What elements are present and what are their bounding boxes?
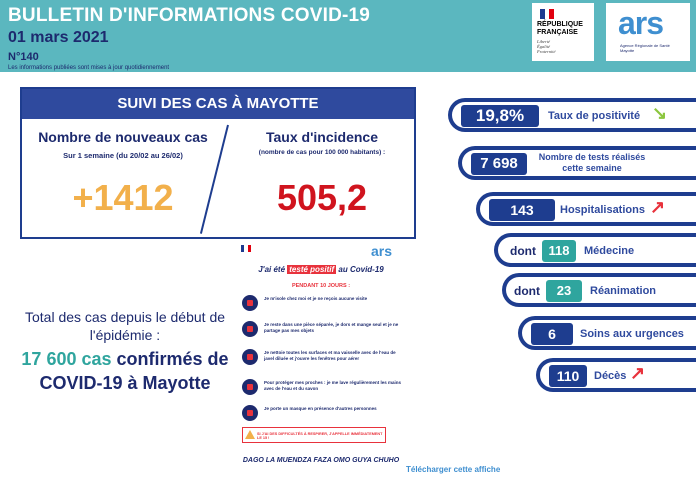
poster-item: Je m'isole chez moi et je ne reçois aucune visite [242, 293, 402, 315]
stat-hospitalisations [476, 192, 696, 226]
new-cases-value: +1412 [72, 177, 174, 218]
incidence-sub: (nombre de cas pour 100 000 habitants) : [258, 149, 386, 156]
stat-prefix: dont [510, 244, 536, 258]
rf-text-2: FRANÇAISE [537, 29, 578, 36]
stat-medecine [494, 233, 696, 267]
total-cases-count: 17 600 cas [21, 349, 112, 369]
french-flag-icon [540, 9, 554, 19]
ars-sub-2: Mayotte [620, 48, 635, 53]
poster-image[interactable] [237, 243, 405, 471]
case-summary-heading: SUIVI DES CAS À MAYOTTE [22, 89, 414, 119]
incidence-value: 505,2 [276, 177, 368, 218]
total-cases-intro: Total des cas depuis le début de l'épidémie : [24, 309, 226, 343]
new-cases-period: Sur 1 semaine (du 20/02 au 26/02) [63, 151, 183, 160]
bulletin-number: N°140 [8, 51, 39, 63]
update-note: Les informations publiées sont mises à jour quotidiennement [8, 65, 170, 71]
stat-label: Soins aux urgences [580, 328, 684, 340]
download-poster-link[interactable]: Télécharger cette affiche [406, 465, 501, 474]
poster-title [237, 265, 405, 274]
stat-label: Nombre de tests réalisés cette semaine [538, 152, 646, 173]
poster-warning: SI J'AI DES DIFFICULTÉS À RESPIRER, J'APPELLE IMMÉDIATEMENT LE 15 ! [242, 427, 386, 443]
rf-text-1: RÉPUBLIQUE [537, 21, 583, 28]
ars-sub-1: Agence Régionale de Santé [620, 43, 670, 48]
stat-value: 118 [542, 240, 576, 262]
stat-prefix: dont [514, 284, 540, 298]
stat-value: 143 [489, 199, 555, 221]
arrow-up-icon: ↗ [650, 197, 666, 217]
poster-title-highlight: testé positif [289, 265, 335, 274]
poster-pendant: PENDANT 10 JOURS : [291, 283, 351, 289]
bulletin-date: 01 mars 2021 [8, 29, 109, 46]
mask-icon [242, 405, 258, 421]
stat-reanimation [502, 273, 696, 307]
rf-motto-3: Fraternité [537, 49, 556, 54]
header-banner [0, 0, 696, 72]
arrow-up-icon: ↗ [630, 363, 646, 383]
stat-value: 23 [546, 280, 582, 302]
stat-label: Médecine [584, 245, 635, 257]
incidence-label: Taux d'incidence [266, 129, 378, 145]
poster-title-pre: J'ai été [258, 265, 288, 274]
poster-item: Je nettoie toutes les surfaces et ma vaisselle avec de l'eau de javel diluée et j'ouvre les fenêtres pour aérer [242, 347, 402, 369]
poster-item: Je porte un masque en présence d'autres personnes [242, 403, 402, 425]
rf-motto-2: Égalité [537, 44, 550, 49]
republique-francaise-logo [532, 3, 594, 61]
house-icon [242, 295, 258, 311]
stat-label: Décès [594, 370, 627, 382]
stat-label: Réanimation [590, 285, 657, 297]
poster-ars-logo: ars [371, 243, 393, 259]
ars-logo-word: ars [618, 5, 664, 41]
total-cases-statement [10, 347, 240, 395]
poster-item: Pour protéger mes proches : je me lave régulièrement les mains avec de l'eau et du savon [242, 377, 402, 399]
bed-icon [242, 321, 258, 337]
handwash-icon [242, 379, 258, 395]
stat-label: Taux de positivité [548, 110, 641, 122]
stat-label: Hospitalisations [560, 204, 645, 216]
case-summary-box [20, 87, 416, 239]
new-cases-label: Nombre de nouveaux cas [38, 129, 208, 145]
bulletin-title: BULLETIN D'INFORMATIONS COVID-19 [8, 5, 371, 26]
stat-urgences [518, 316, 696, 350]
total-cases-rest: confirmés de [111, 349, 229, 369]
stat-value: 6 [531, 323, 573, 345]
stat-deces [536, 358, 696, 392]
stat-positivity [448, 98, 696, 132]
french-flag-icon [241, 245, 251, 252]
ars-logo [606, 3, 690, 61]
poster-item: Je reste dans une pièce séparée, je dors et mange seul et je ne partage pas mes objets [242, 319, 402, 341]
stat-value: 7 698 [471, 153, 527, 175]
stat-value: 19,8% [461, 105, 539, 127]
cleaning-icon [242, 349, 258, 365]
stat-tests [458, 146, 696, 180]
arrow-down-icon: ↘ [652, 103, 668, 123]
rf-motto-1: Liberté [537, 39, 550, 44]
stat-value: 110 [549, 365, 587, 387]
total-cases-line3: COVID-19 à Mayotte [39, 373, 211, 393]
poster-title-post: au Covid-19 [336, 265, 384, 274]
poster-slogan: DAGO LA MUENDZA FAZA OMO GUYA CHUHO [242, 457, 400, 464]
warning-icon [245, 430, 255, 439]
